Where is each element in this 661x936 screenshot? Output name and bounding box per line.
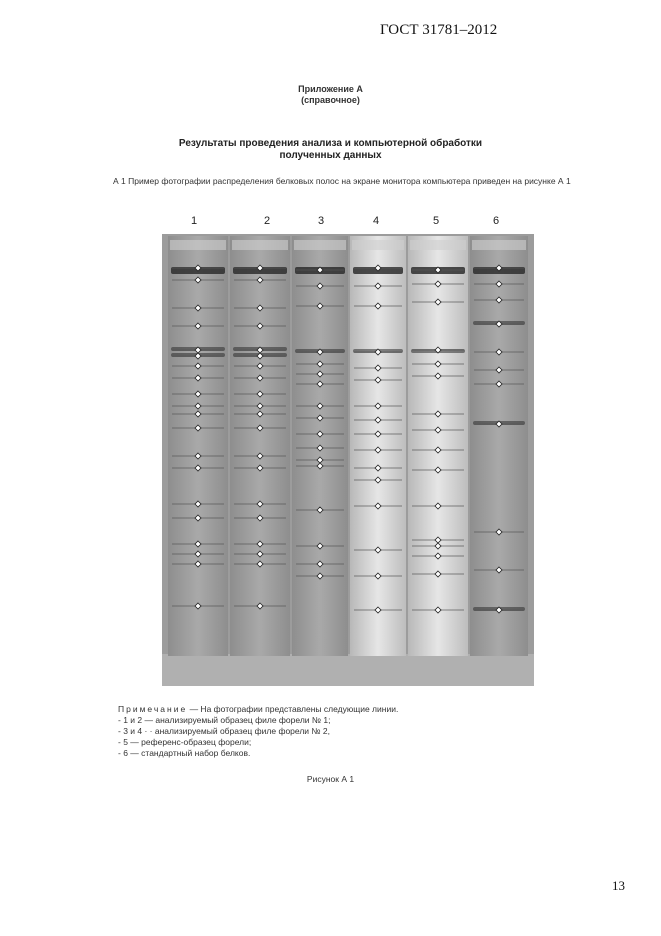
section-heading-line2: полученных данных bbox=[279, 150, 382, 161]
note-item-1: - 1 и 2 — анализируемый образец филе форели № 1; bbox=[118, 715, 331, 725]
lane-label-1: 1 bbox=[191, 215, 198, 227]
figure-note bbox=[118, 704, 398, 759]
gel-well-5 bbox=[410, 240, 466, 250]
gel-well-4 bbox=[352, 240, 404, 250]
gel-lane-1 bbox=[168, 236, 228, 656]
gel-lane-4 bbox=[350, 236, 406, 656]
gel-well-2 bbox=[232, 240, 288, 250]
note-intro bbox=[118, 704, 398, 715]
lane-label-6: 6 bbox=[493, 215, 500, 227]
page-number: 13 bbox=[612, 878, 625, 893]
appendix-subtitle: (справочное) bbox=[301, 95, 360, 105]
note-item-4: - 6 — стандартный набор белков. bbox=[118, 748, 251, 758]
lane-label-5: 5 bbox=[433, 215, 440, 227]
appendix-title: Приложение А bbox=[298, 84, 363, 94]
lane-label-4: 4 bbox=[373, 215, 380, 227]
lane-label-3: 3 bbox=[318, 215, 325, 227]
lane-label-2: 2 bbox=[264, 215, 271, 227]
gel-well-3 bbox=[294, 240, 346, 250]
electrophoresis-gel-photo bbox=[162, 234, 534, 686]
intro-paragraph: А 1 Пример фотографии распределения белковых полос на экране монитора компьютера приведен на рисунке А 1 bbox=[113, 176, 571, 186]
note-item-3: - 5 — референс-образец форели; bbox=[118, 737, 252, 747]
section-heading-line1: Результаты проведения анализа и компьютерной обработки bbox=[178, 138, 483, 149]
gel-well-6 bbox=[472, 240, 526, 250]
figure-caption: Рисунок А 1 bbox=[306, 774, 355, 784]
gel-lane-2 bbox=[230, 236, 290, 656]
note-lead: — На фотографии представлены следующие линии. bbox=[187, 704, 399, 714]
standard-designation: ГОСТ 31781–2012 bbox=[380, 22, 498, 38]
note-label: Примечание bbox=[118, 704, 188, 714]
note-item-2: - 3 и 4 · · анализируемый образец филе форели № 2, bbox=[118, 726, 330, 736]
gel-well-1 bbox=[170, 240, 226, 250]
